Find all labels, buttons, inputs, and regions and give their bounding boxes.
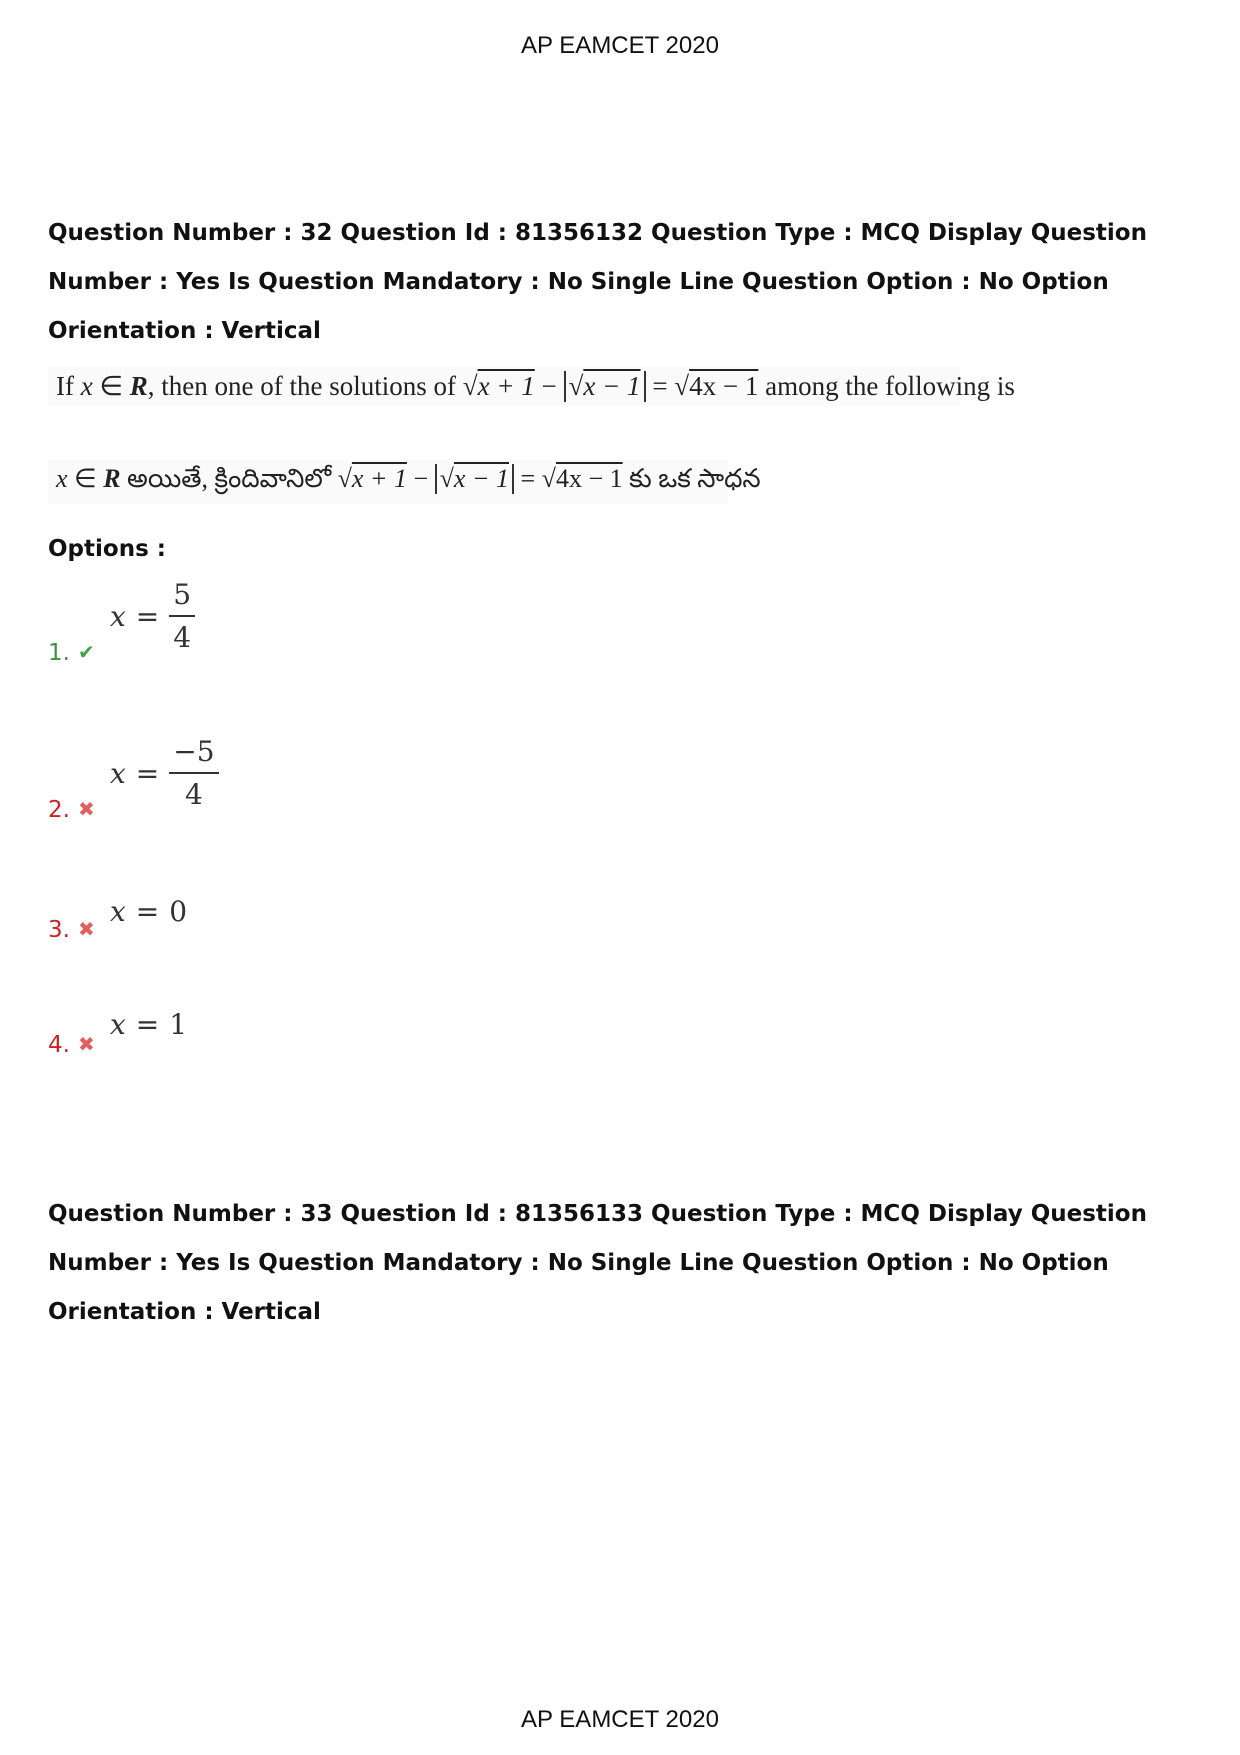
denominator: 4 bbox=[184, 778, 203, 811]
math-var: x bbox=[56, 464, 68, 493]
option-number: 1. bbox=[48, 640, 70, 666]
stem-text: కు ఒక సాధన bbox=[622, 464, 761, 493]
option-number: 3. bbox=[48, 917, 70, 943]
math-equals: = bbox=[135, 1008, 160, 1041]
question-32-stem-english bbox=[48, 367, 1015, 406]
sqrt-expression: √x + 1 bbox=[462, 371, 535, 401]
question-33-meta: Question Number : 33 Question Id : 81356133 Question Type : MCQ Display Question Number : Yes Is Question Mandatory : No Single Line Question Option : No Option Orientation : Vertical bbox=[48, 1201, 1147, 1325]
math-var: x bbox=[110, 756, 126, 790]
math-op: − bbox=[534, 371, 564, 401]
fraction-bar bbox=[169, 772, 218, 774]
fraction bbox=[169, 735, 218, 811]
math-value: 1 bbox=[169, 1008, 188, 1041]
math-op: − bbox=[406, 464, 435, 493]
option-4[interactable] bbox=[48, 1008, 648, 1118]
math-equals: = bbox=[135, 895, 160, 928]
option-math bbox=[110, 578, 195, 654]
radicand: 4x − 1 bbox=[689, 371, 759, 401]
math-set-r: R bbox=[103, 464, 121, 493]
option-1[interactable] bbox=[48, 578, 648, 688]
stem-text: , then one of the solutions of bbox=[147, 371, 463, 401]
math-var: x bbox=[110, 599, 126, 633]
math-op: = bbox=[514, 464, 542, 493]
option-number: 4. bbox=[48, 1032, 70, 1058]
options-label: Options : bbox=[48, 536, 166, 562]
numerator: −5 bbox=[173, 735, 215, 768]
math-var: x bbox=[110, 895, 126, 928]
math-var: x bbox=[110, 1008, 126, 1041]
math-var: x bbox=[80, 371, 93, 401]
radicand: 4x − 1 bbox=[555, 464, 623, 493]
fraction bbox=[169, 578, 195, 654]
math-equals: = bbox=[135, 756, 160, 790]
radicand: x + 1 bbox=[351, 464, 407, 493]
option-3[interactable] bbox=[48, 895, 648, 1005]
page-footer: AP EAMCET 2020 bbox=[521, 1706, 719, 1733]
math-value: 0 bbox=[169, 895, 188, 928]
option-2[interactable] bbox=[48, 735, 648, 845]
check-icon: ✔ bbox=[78, 640, 95, 664]
sqrt-expression: √4x − 1 bbox=[541, 464, 623, 493]
math-op: = bbox=[645, 371, 675, 401]
radicand: x − 1 bbox=[583, 371, 641, 401]
option-math bbox=[110, 1008, 187, 1041]
abs-expression: √x − 1 bbox=[564, 371, 646, 402]
option-number: 2. bbox=[48, 797, 70, 823]
math-op: ∈ bbox=[92, 371, 130, 401]
cross-icon: ✖ bbox=[78, 1032, 95, 1056]
sqrt-expression: √x + 1 bbox=[337, 464, 407, 493]
stem-text: If bbox=[56, 371, 81, 401]
math-op: ∈ bbox=[67, 464, 104, 493]
cross-icon: ✖ bbox=[78, 917, 95, 941]
fraction-bar bbox=[169, 615, 195, 617]
radicand: x + 1 bbox=[477, 371, 535, 401]
sqrt-expression: √4x − 1 bbox=[674, 371, 759, 401]
denominator: 4 bbox=[173, 621, 192, 654]
stem-text: అయితే, క్రిందివానిలో bbox=[120, 464, 338, 493]
question-32-meta: Question Number : 32 Question Id : 81356132 Question Type : MCQ Display Question Number : Yes Is Question Mandatory : No Single Line Question Option : No Option Orientation : Vertical bbox=[48, 220, 1147, 344]
cross-icon: ✖ bbox=[78, 797, 95, 821]
numerator: 5 bbox=[173, 578, 192, 611]
radicand: x − 1 bbox=[453, 464, 509, 493]
stem-text: among the following is bbox=[758, 371, 1015, 401]
question-32-stem-telugu bbox=[48, 460, 761, 504]
math-set-r: R bbox=[129, 371, 148, 401]
option-math bbox=[110, 895, 187, 928]
option-math bbox=[110, 735, 219, 811]
page-header: AP EAMCET 2020 bbox=[521, 32, 719, 59]
abs-expression: √x − 1 bbox=[435, 464, 514, 494]
math-equals: = bbox=[135, 599, 160, 633]
